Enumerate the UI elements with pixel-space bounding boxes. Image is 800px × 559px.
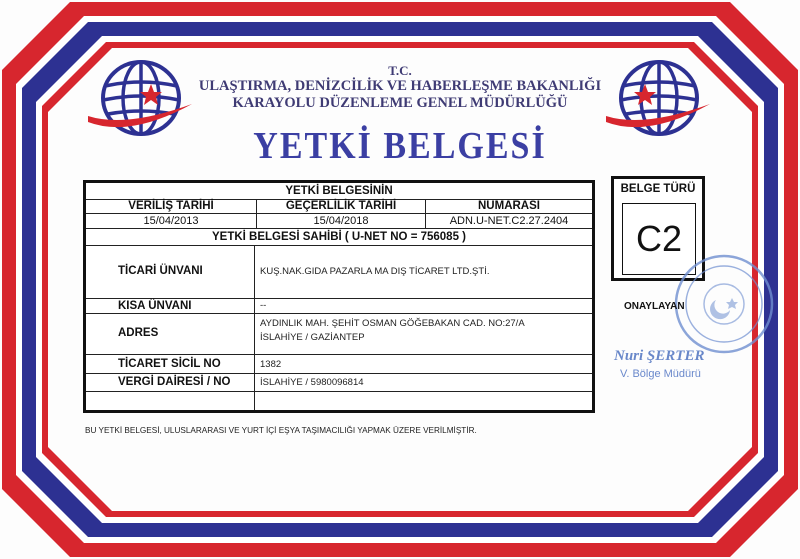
holder-section-title: YETKİ BELGESİ SAHİBİ ( U-NET NO = 756085 ) xyxy=(211,231,467,243)
address-line-2: İSLAHİYE / GAZİANTEP xyxy=(260,332,365,343)
tax-office-label: VERGİ DAİRESİ / NO xyxy=(118,376,231,388)
footer-statement: BU YETKİ BELGESİ, ULUSLARARASI VE YURT İÇİ EŞYA TAŞIMACILIĞI YAPMAK ÜZERE VERİLMİŞTİR. xyxy=(85,426,477,435)
short-name-value: -- xyxy=(260,300,267,311)
number-label: NUMARASI xyxy=(478,200,540,212)
address-label: ADRES xyxy=(118,327,159,339)
issue-date-value: 15/04/2013 xyxy=(143,215,199,227)
header-directorate: KARAYOLU DÜZENLEME GENEL MÜDÜRLÜĞÜ xyxy=(232,95,568,111)
address-line-1: AYDINLIK MAH. ŞEHİT OSMAN GÖĞEBAKAN CAD. NO:27/A xyxy=(260,318,525,329)
trade-registry-value: 1382 xyxy=(260,359,282,370)
tax-office-value: İSLAHİYE / 5980096814 xyxy=(260,377,364,388)
certificate-section-title: YETKİ BELGESİNİN xyxy=(285,185,393,197)
document-type-code: C2 xyxy=(622,203,696,275)
signer-title: V. Bölge Müdürü xyxy=(620,368,701,380)
ministry-logo-right xyxy=(604,58,714,146)
document-type-label: BELGE TÜRÜ xyxy=(620,183,696,195)
trade-registry-label: TİCARET SİCİL NO xyxy=(118,358,221,370)
signer-name: Nuri ŞERTER xyxy=(614,348,705,364)
validity-date-label: GEÇERLİLİK TARİHİ xyxy=(285,200,397,212)
trade-name-value: KUŞ.NAK.GIDA PAZARLA MA DIŞ TİCARET LTD.ŞTİ. xyxy=(260,266,490,277)
approval-label: ONAYLAYAN xyxy=(624,301,685,312)
trade-name-label: TİCARİ ÜNVANI xyxy=(118,265,203,277)
header-tc: T.C. xyxy=(388,63,412,78)
official-stamp-icon xyxy=(672,252,776,356)
validity-date-value: 15/04/2018 xyxy=(313,215,369,227)
short-name-label: KISA ÜNVANI xyxy=(118,300,192,312)
document-title: YETKİ BELGESİ xyxy=(253,125,547,168)
header-ministry: ULAŞTIRMA, DENİZCİLİK VE HABERLEŞME BAKANLIĞI xyxy=(198,78,602,94)
issue-date-label: VERİLİŞ TARİHİ xyxy=(128,200,214,212)
certificate-number-value: ADN.U-NET.C2.27.2404 xyxy=(449,215,569,227)
certificate-table xyxy=(83,180,595,413)
document-header xyxy=(180,63,620,112)
